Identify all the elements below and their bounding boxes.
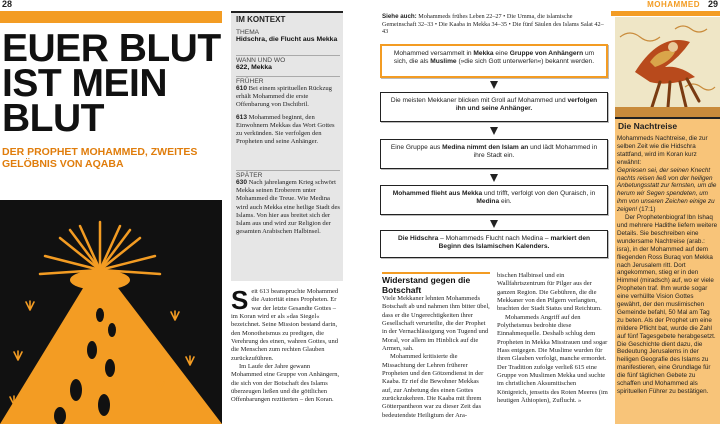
- col4-p2: Mohammeds Angriff auf den Polytheismus bedrohte diese Einnahmequelle. Deshalb schlug dem Propheten in Mekka Misstrauen und sogar Hass entgegen. Die Muslime wurden für ihren Glauben verfolgt, manche ermordet. Der Tradition zufolge verließ 615 eine Gruppe von Muslimen Mekka und suchte im christlichen Aksumitischen Königreich, jenseits des Roten Meeres (im heutigen Äthiopien), Zuflucht. »: [497, 313, 608, 405]
- flow-4-post: ein.: [499, 198, 512, 205]
- right-page-number: 29: [707, 0, 718, 9]
- flow-step-5: [380, 230, 608, 258]
- context-later: [236, 170, 340, 236]
- drop-cap: S: [231, 285, 249, 315]
- flow-3-b1: Medina nimmt den Islam an: [442, 144, 529, 151]
- chapter-title: [2, 27, 224, 140]
- flow-1-mid: eine: [493, 50, 510, 57]
- context-heading: IM KONTEXT: [231, 11, 343, 25]
- later-1-text: Nach jahrelangem Krieg schwört Mekka seinen Eroberern unter Mohammed die Treue. Wie Medina wird auch Mekka eine heilige Stadt des Islams. Von hier aus breitet sich der Islam aus und wird zur Religion der gesamten Arabischen Halbinsel.: [236, 179, 341, 236]
- flow-step-1: [380, 44, 608, 78]
- body-column-3: [382, 272, 490, 420]
- earlier-1-year: 610: [236, 85, 248, 92]
- chapter-subtitle: DER PROPHET MOHAMMED, ZWEITES GELÖBNIS VON AQABA: [2, 146, 198, 170]
- flow-3-mid: und lädt Mohammed in ihre Stadt ein.: [473, 144, 598, 159]
- flow-1-end: (»die sich Gott unterwerfen«) bekannt werden.: [456, 58, 595, 65]
- body-column-1: [231, 285, 343, 405]
- buraq-miniature: [615, 17, 720, 117]
- flow-step-3: [380, 139, 608, 169]
- flow-1-b2: Gruppe von Anhängern: [509, 50, 584, 57]
- later-label: SPÄTER: [236, 172, 263, 179]
- flow-1-b3: Muslime: [430, 58, 457, 65]
- flow-4-b2: Medina: [476, 198, 500, 205]
- title-line-1: EUER BLUT: [2, 27, 221, 70]
- hijra-illustration: [0, 200, 222, 424]
- night-journey-text: [617, 135, 718, 396]
- title-accent-bar: [0, 11, 222, 23]
- earlier-1-text: Bei einem spirituellen Rückzug erhält Mohammed die erste Offenbarung von Dschibril.: [236, 85, 332, 109]
- context-when: [236, 55, 340, 71]
- earlier-2-year: 613: [236, 113, 248, 121]
- section-heading-widerstand: Widerstand gegen die Botschaft: [382, 272, 490, 295]
- night-journey-p2: Der Prophetenbiograf Ibn Ishaq und mehrere Hadithe liefern weitere Details. Sie beschreiben eine wundersame Nachtreise (arab.: isra), in der Mohammed auf dem fliegenden Ross Buraq von Mekka nach Jerusalem ritt. Dort angekommen, stieg er in den Himmel (miradsch) auf, wo er viele Propheten traf. Ihm wurde sogar eine verhüllte Vision Gottes gewährt, der den muslimischen Gemeinde befahl, 50 Mal am Tag zu beten. Als der Prophet um eine mildere Pflicht bat, wurde die Zahl auf fünf Tagesgebete herabgesetzt. Die Geschichte dient dazu, die Bedeutung Jerusalems in der heiligen Geografie des Islams zu manifestieren, eine Grundlage für die fünf täglichen Gebete zu schaffen und Mohammed als spirituellen Führer zu bestätigen.: [617, 214, 718, 395]
- see-also: [382, 13, 607, 36]
- flow-2-b1: verfolgen ihn und seine Anhänger.: [455, 97, 598, 112]
- topic-value: Hidschra, die Flucht aus Mekka: [236, 36, 338, 43]
- flow-5-mid: – Mohammeds Flucht nach Medina –: [438, 235, 551, 242]
- page-header: [0, 0, 720, 10]
- flow-arrow-3: [489, 173, 499, 183]
- flow-arrow-2: [489, 126, 499, 136]
- see-also-text: Mohammeds frühes Leben 22–27 • Die Umma, die islamische Gemeinschaft 32–33 • Die Kaaba in Mekka 34–35 • Die fünf Säulen des Islams Salat 42–43: [382, 13, 604, 35]
- night-journey-ref: (17:1): [637, 206, 656, 214]
- flow-step-2: [380, 92, 608, 122]
- flow-step-4: [380, 185, 608, 215]
- sunrise-footprints-icon: [0, 200, 222, 424]
- running-title: MOHAMMED: [647, 0, 700, 9]
- widerstand-p1: Viele Mekkaner lehnten Mohammeds Botschaft ab und nahmen ihm bitter übel, dass er die Ungerechtigkeiten ihrer Gesellschaft verurteilte, die der Prophet in der Vernachlässigung von Tugend und Moral, vor allem im Hinblick auf die Armen, sah.: [382, 295, 490, 353]
- flow-arrow-4: [489, 219, 499, 229]
- topic-label: THEMA: [236, 29, 260, 36]
- see-also-label: Siehe auch:: [382, 13, 417, 20]
- flow-1-pre: Mohammed versammelt in: [393, 50, 474, 57]
- night-journey-p1: Mohammeds Nachtreise, die zur selben Zeit wie die Hidschra stattfand, wird im Koran kurz erwähnt:: [617, 135, 708, 166]
- left-page-number: 28: [2, 0, 13, 9]
- flow-1-post: um sich, die als: [393, 50, 595, 65]
- col4-p1: bischen Halbinsel und ein Wallfahrtszentrum für Pilger aus der ganzen Region. Die Gebühren, die die Mekkaner von den Pilgern verlangten, brachten der Stadt Status und Reichtum.: [497, 272, 602, 313]
- body-column-4: [497, 272, 608, 406]
- body-col1-p1: eit 613 beanspruchte Mohammed die Autorität eines Propheten. Er war der letzte Gesandte Gottes – im Koran wird er als »das Siegel« bezeichnet. Seine Mission bestand darin, den Monotheismus zu predigen, die Verehrung des einen, wahren Gottes, und die Menschen zum rechten Glauben zurückzuführen.: [231, 288, 339, 362]
- flow-1-b1: Mekka: [473, 50, 494, 57]
- flow-4-b1: Mohammed flieht aus Mekka: [392, 190, 483, 197]
- buraq-painting-icon: [615, 17, 720, 117]
- body-col1-p2: Im Laufe der Jahre gewann Mohammed eine Gruppe von Anhängern, die sich von der Botschaft des Islams überzeugen ließen und die göttlichen Offenbarungen rezitierten – den Koran.: [231, 363, 340, 404]
- context-earlier: [236, 76, 340, 146]
- title-line-3: BLUT: [2, 97, 104, 140]
- earlier-2-text: Mohammed beginnt, den Einwohnern Mekkas das Wort Gottes zu verkünden. Sie verfolgen den Propheten und seine Anhänger.: [236, 113, 335, 146]
- flow-3-pre: Eine Gruppe aus: [390, 144, 443, 151]
- flow-5-b2: markiert den Beginn des Islamischen Kalenders.: [438, 235, 591, 250]
- when-label: WANN UND WO: [236, 57, 286, 64]
- flow-2-pre: Die meisten Mekkaner blicken mit Groll auf Mohammed und: [390, 97, 568, 104]
- sidebar-accent-bar: [611, 11, 720, 16]
- earlier-label: FRÜHER: [236, 78, 264, 85]
- flow-4-mid: und trifft, verfolgt von den Quraisch, in: [482, 190, 596, 197]
- widerstand-p2: Mohammed kritisierte die Missachtung der Lehren früherer Propheten und den Götzendienst in der Kaaba. Er rief die Bewohner Mekkas auf, zur Anbetung des einen Gottes zurückzukehren. Die Kaaba mit ihrem Götterpantheon war zu dieser Zeit das bedeutendste Heiligtum der Ara-: [382, 353, 484, 419]
- night-journey-quote: Gepriesen sei, der seinen Knecht nachts reisen ließ von der heiligen Anbetungsstatt zur fernsten, um die herum wir Segen spendeten, um ihm von unseren Zeichen einige zu zeigen!: [617, 166, 717, 214]
- context-topic: [236, 29, 340, 43]
- flow-5-b1: Die Hidschra: [397, 235, 439, 242]
- title-line-2: IST MEIN: [2, 62, 168, 105]
- when-value: 622, Mekka: [236, 64, 272, 71]
- night-journey-heading: Die Nachtreise: [615, 117, 720, 131]
- later-1-year: 630: [236, 179, 248, 186]
- flow-arrow-1: [489, 80, 499, 90]
